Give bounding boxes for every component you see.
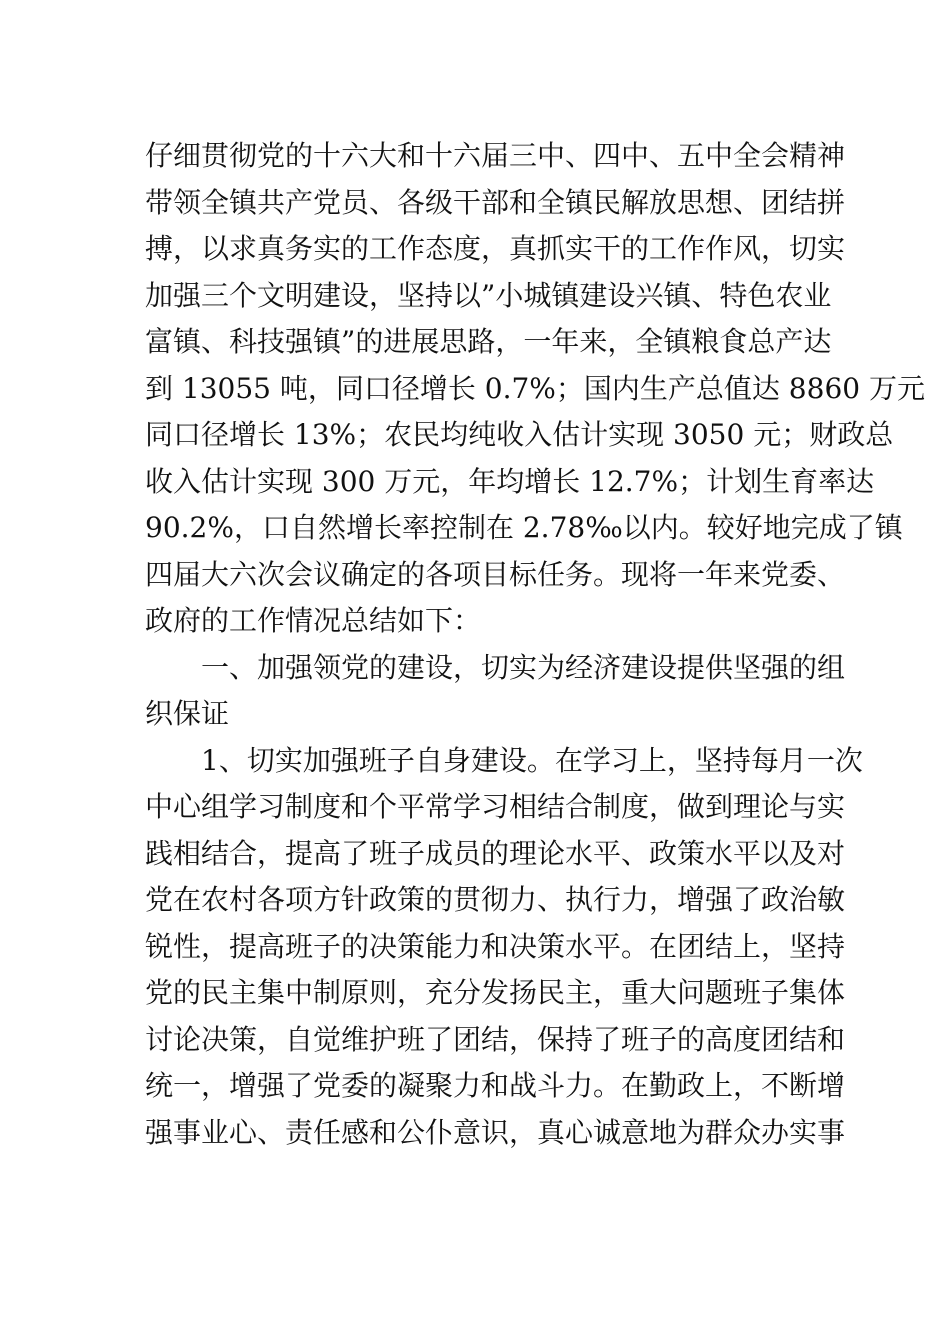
text-line: 党在农村各项方针政策的贯彻力、执行力，增强了政治敏 — [145, 883, 846, 916]
text-line: 锐性，提高班子的决策能力和决策水平。在团结上，坚持 — [145, 929, 846, 963]
text-line: 加强三个文明建设，坚持以”小城镇建设兴镇、特色农业 — [145, 278, 832, 312]
text-line: 强事业心、责任感和公仆意识，真心诚意地为群众办实事 — [145, 1115, 846, 1149]
text-line: 带领全镇共产党员、各级干部和全镇民解放思想、团结拼 — [145, 185, 846, 219]
text-line: 党的民主集中制原则，充分发扬民主，重大问题班子集体 — [145, 976, 846, 1009]
text-line: 搏，以求真务实的工作态度，真抓实干的工作作风，切实 — [145, 232, 846, 265]
text-line: 收入估计实现 300 万元，年均增长 12.7%；计划生育率达 — [145, 464, 875, 498]
section-heading-line: 织保证 — [145, 697, 230, 730]
text-line: 讨论决策，自觉维护班了团结，保持了班子的高度团结和 — [145, 1022, 846, 1056]
text-line: 政府的工作情况总结如下： — [145, 604, 482, 637]
section-heading-line: 一、加强领党的建设，切实为经济建设提供坚强的组 — [201, 650, 846, 684]
text-line: 统一，增强了党委的凝聚力和战斗力。在勤政上，不断增 — [145, 1069, 846, 1102]
text-line: 四届大六次会议确定的各项目标任务。现将一年来党委、 — [145, 557, 846, 591]
body-text — [145, 133, 925, 1156]
text-line: 中心组学习制度和个平常学习相结合制度，做到理论与实 — [145, 790, 846, 823]
text-line: 同口径增长 13%；农民均纯收入估计实现 3050 元；财政总 — [145, 418, 894, 451]
text-line: 仔细贯彻党的十六大和十六届三中、四中、五中全会精神 — [145, 139, 846, 172]
text-line: 到 13055 吨，同口径增长 0.7%；国内生产总值达 8860 万元 — [145, 371, 925, 405]
text-line: 1、切实加强班子自身建设。在学习上，坚持每月一次 — [201, 743, 863, 777]
text-line: 90.2%，口自然增长率控制在 2.78‰以内。较好地完成了镇 — [145, 511, 903, 544]
text-line: 践相结合，提高了班子成员的理论水平、政策水平以及对 — [145, 836, 846, 870]
text-line: 富镇、科技强镇”的进展思路，一年来，全镇粮食总产达 — [145, 325, 832, 358]
